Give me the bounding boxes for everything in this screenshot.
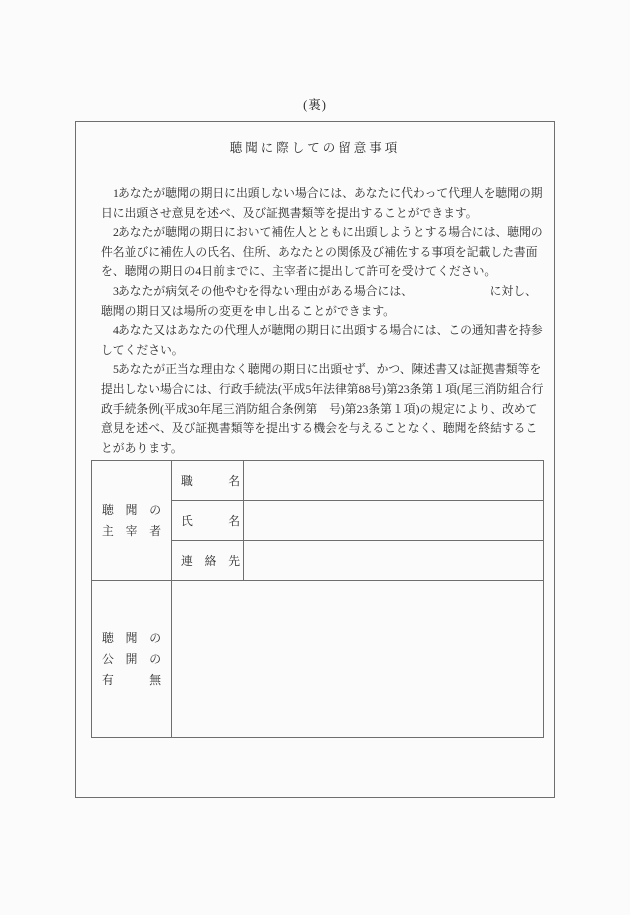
notice-item-2 [96,223,544,282]
notice-item-4 [96,321,544,360]
notice-item-5 [96,360,544,458]
item-number: 2 [113,225,119,240]
item-number: 5 [113,362,119,377]
notice-items [96,184,544,458]
table-row [92,461,544,501]
contact-value [244,541,544,581]
disclosure-header-cell [92,581,172,738]
hearing-info-table [91,460,544,738]
item-number: 4 [113,323,119,338]
item-text: あなた又はあなたの代理人が聴聞の期日に出頭する場合には、この通知書を持参してください。 [101,323,543,357]
notice-item-1 [96,184,544,223]
item-text: あなたが正当な理由なく聴聞の期日に出頭せず、かつ、陳述書又は証拠書類等を提出しない場合には、行政手続法(平成5年法律第88号)第23条第１項(尾三消防組合行政手続条例(平成30年尾三消防組合条例第 号)第23条第１項)の規定により、改めて意見を述べ、及び証拠書類等を提出する機会を与えることなく、聴聞を終結することがあります。 [101,362,544,455]
page-side-label: (裏) [303,98,327,112]
notice-item-3 [96,282,544,321]
job-title-value [244,461,544,501]
presider-header-line-1: 聴 聞 の [102,502,161,517]
disclosure-header-line-3: 有 無 [102,672,161,687]
presider-header-cell [92,461,172,581]
notice-sheet [75,121,555,798]
name-label: 氏 名 [172,501,244,541]
item-text: あなたが聴聞の期日に出頭しない場合には、あなたに代わって代理人を聴聞の期日に出頭させ意見を述べ、及び証拠書類等を提出することができます。 [101,186,543,220]
notice-title: 聴聞に際しての留意事項 [229,141,401,155]
item-text: あなたが聴聞の期日において補佐人とともに出頭しようとする場合には、聴聞の件名並びに補佐人の氏名、住所、あなたとの関係及び補佐する事項を記載した書面を、聴聞の期日の4日前までに、主宰者に提出して許可を受けてください。 [101,225,543,279]
item-number: 1 [113,186,119,200]
disclosure-header-line-2: 公 開 の [102,651,161,666]
item-number: 3 [113,283,119,298]
job-title-label: 職 名 [172,461,244,501]
disclosure-value-cell [172,581,544,738]
presider-header-line-2: 主 宰 者 [102,523,161,538]
table-row [92,581,544,738]
disclosure-header-line-1: 聴 聞 の [102,630,161,645]
contact-label: 連 絡 先 [172,541,244,581]
name-value [244,501,544,541]
item-text: あなたが病気その他やむを得ない理由がある場合には、 に対し、聴聞の期日又は場所の変更を申し出ることができます。 [101,283,537,318]
